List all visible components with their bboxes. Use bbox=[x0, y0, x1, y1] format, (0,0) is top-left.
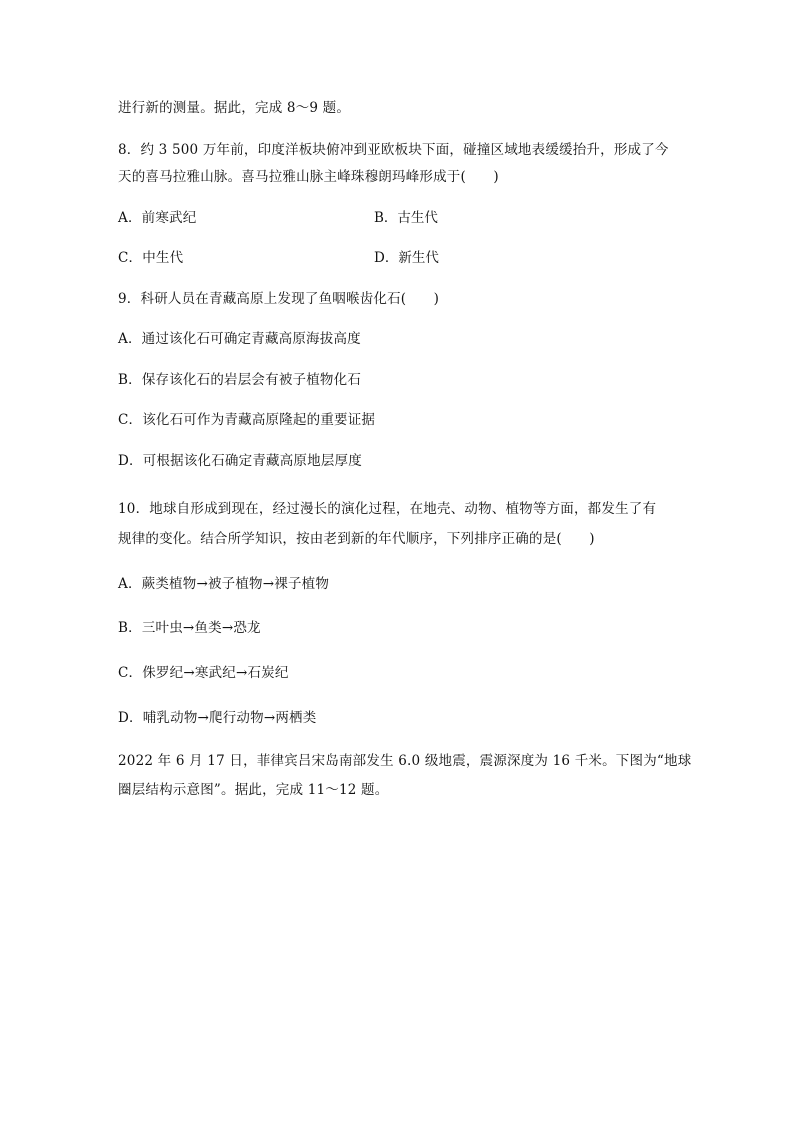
question-8-stem-line-2: 天的喜马拉雅山脉。喜马拉雅山脉主峰珠穆朗玛峰形成于( ) bbox=[118, 169, 499, 185]
intro-text: 进行新的测量。据此，完成 8～9 题。 bbox=[118, 100, 351, 116]
question-10-stem-line-1: 10．地球自形成到现在，经过漫长的演化过程，在地壳、动物、植物等方面，都发生了有 bbox=[118, 501, 657, 517]
question-9-stem: 9．科研人员在青藏高原上发现了鱼咽喉齿化石( ) bbox=[118, 291, 440, 307]
question-8-option-b: B．古生代 bbox=[374, 210, 438, 226]
question-10-option-c: C．侏罗纪→寒武纪→石炭纪 bbox=[118, 665, 289, 681]
question-10-option-a: A．蕨类植物→被子植物→裸子植物 bbox=[118, 576, 330, 592]
question-9-option-a: A．通过该化石可确定青藏高原海拔高度 bbox=[118, 331, 361, 347]
question-10-stem-line-2: 规律的变化。结合所学知识，按由老到新的年代顺序，下列排序正确的是( ) bbox=[118, 531, 595, 547]
question-8-option-a: A．前寒武纪 bbox=[118, 210, 197, 226]
question-8-stem-line-1: 8．约 3 500 万年前，印度洋板块俯冲到亚欧板块下面，碰撞区域地表缓缓抬升，形成了今 bbox=[118, 142, 669, 158]
question-9-option-d: D．可根据该化石确定青藏高原地层厚度 bbox=[118, 453, 362, 469]
intro-earthquake-line-2: 圈层结构示意图”。据此，完成 11～12 题。 bbox=[118, 782, 389, 798]
question-10-option-b: B．三叶虫→鱼类→恐龙 bbox=[118, 620, 261, 636]
question-9-option-b: B．保存该化石的岩层会有被子植物化石 bbox=[118, 372, 362, 388]
question-8-option-c: C．中生代 bbox=[118, 250, 184, 266]
question-8-option-d: D．新生代 bbox=[374, 250, 439, 266]
question-10-option-d: D．哺乳动物→爬行动物→两栖类 bbox=[118, 710, 317, 726]
question-9-option-c: C．该化石可作为青藏高原隆起的重要证据 bbox=[118, 412, 376, 428]
intro-earthquake-line-1: 2022 年 6 月 17 日，菲律宾吕宋岛南部发生 6.0 级地震，震源深度为 16 千米。下图为“地球 bbox=[118, 753, 692, 769]
